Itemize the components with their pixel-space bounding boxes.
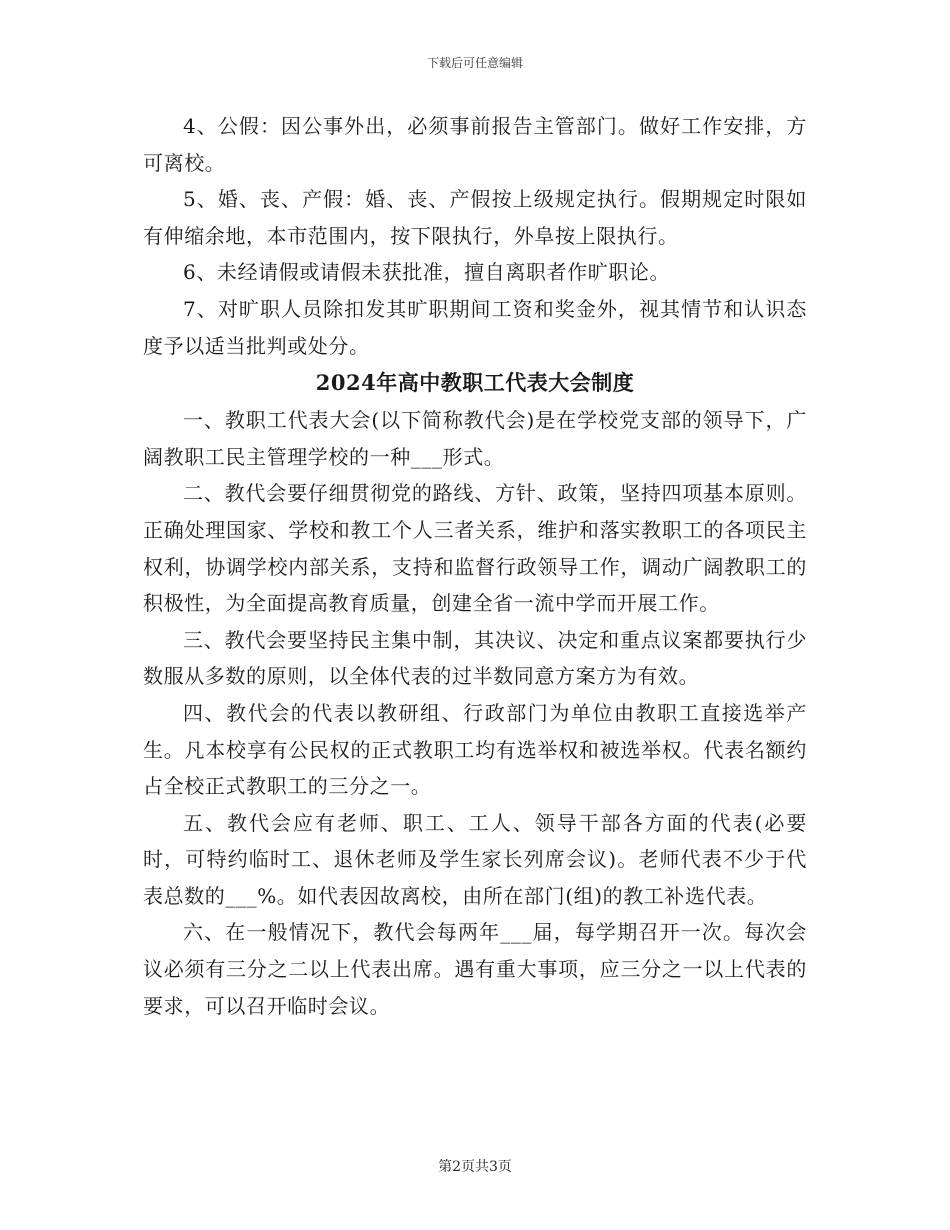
section-title: 2024年高中教职工代表大会制度	[315, 370, 635, 396]
page-number: 第2页共3页	[438, 1159, 512, 1175]
paragraph-article-3: 三、教代会要坚持民主集中制，其决议、决定和重点议案都要执行少数服从多数的原则，以全体代表的过半数同意方案方为有效。	[143, 627, 807, 689]
paragraph-leave-marriage-funeral-maternity: 5、婚、丧、产假：婚、丧、产假按上级规定执行。假期规定时限如有伸缩余地，本市范围内，按下限执行，外阜按上限执行。	[143, 187, 807, 248]
page-header: 下载后可任意编辑	[426, 56, 523, 70]
paragraph-article-2: 二、教代会要仔细贯彻党的路线、方针、政策，坚持四项基本原则。正确处理国家、学校和教工个人三者关系，维护和落实教职工的各项民主权利，协调学校内部关系，支持和监督行政领导工作，调动广阔教职工的积极性，为全面提高教育质量，创建全省一流中学而开展工作。	[143, 481, 807, 616]
paragraph-unapproved-leave: 6、未经请假或请假未获批准，擅自离职者作旷职论。	[183, 260, 671, 285]
paragraph-article-1: 一、教职工代表大会(以下简称教代会)是在学校党支部的领导下，广阔教职工民主管理学校的一种___形式。	[143, 408, 807, 469]
paragraph-leave-official: 4、公假：因公事外出，必须事前报告主管部门。做好工作安排，方可离校。	[143, 114, 807, 175]
paragraph-article-4: 四、教代会的代表以教研组、行政部门为单位由教职工直接选举产生。凡本校享有公民权的正式教职工均有选举权和被选举权。代表名额约占全校正式教职工的三分之一。	[143, 700, 807, 799]
document-body	[143, 108, 807, 1024]
paragraph-absence-penalty: 7、对旷职人员除扣发其旷职期间工资和奖金外，视其情节和认识态度予以适当批判或处分。	[143, 296, 807, 358]
paragraph-article-5: 五、教代会应有老师、职工、工人、领导干部各方面的代表(必要时，可特约临时工、退休老师及学生家长列席会议)。老师代表不少于代表总数的___%。如代表因故离校，由所在部门(组)的教工补选代表。	[143, 810, 807, 908]
paragraph-article-6: 六、在一般情况下，教代会每两年___届，每学期召开一次。每次会议必须有三分之二以上代表出席。遇有重大事项，应三分之一以上代表的要求，可以召开临时会议。	[143, 920, 807, 1018]
